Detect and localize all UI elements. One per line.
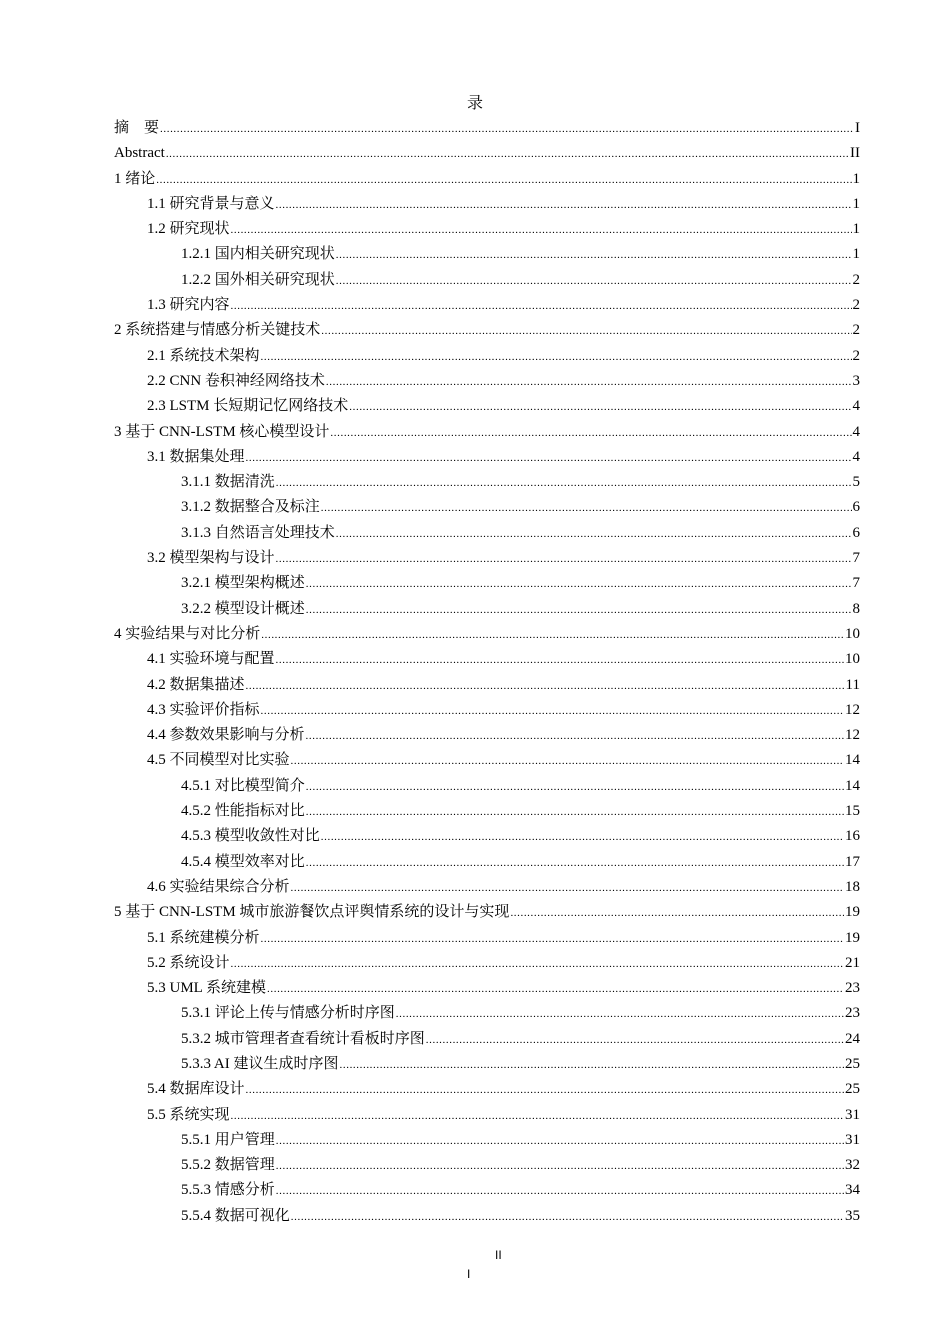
toc-entry-text: 4 实验结果与对比分析 xyxy=(114,625,261,642)
toc-entry-page-number: 24 xyxy=(845,1030,860,1047)
toc-entry-text: 4.5.2 性能指标对比 xyxy=(181,803,305,820)
toc-entry-page-number: 14 xyxy=(845,777,860,794)
toc-dot-leader xyxy=(276,471,852,496)
toc-dot-leader xyxy=(276,193,852,218)
toc-dot-leader xyxy=(261,623,844,648)
toc-entry[interactable] xyxy=(0,1077,950,1102)
toc-entry-page-number: 19 xyxy=(845,904,860,921)
toc-entry[interactable] xyxy=(0,293,950,318)
toc-entry[interactable] xyxy=(0,318,950,343)
toc-entry-page-number: 4 xyxy=(852,423,860,440)
toc-entry-page-number: 1 xyxy=(852,246,860,263)
toc-entry-text: 1.1 研究背景与意义 xyxy=(147,195,275,212)
toc-entry[interactable] xyxy=(0,647,950,672)
toc-entry-page-number: II xyxy=(850,145,860,162)
toc-title: 录 xyxy=(466,95,483,112)
toc-entry-text: 5.5.2 数据管理 xyxy=(181,1157,275,1174)
toc-dot-leader xyxy=(160,117,854,142)
toc-entry-text: 5.5.4 数据可视化 xyxy=(181,1207,290,1224)
toc-entry[interactable] xyxy=(0,1052,950,1077)
toc-dot-leader xyxy=(276,1129,844,1154)
toc-entry[interactable] xyxy=(0,217,950,242)
toc-dot-leader xyxy=(231,1104,844,1129)
toc-entry-page-number: 35 xyxy=(845,1207,860,1224)
toc-entry[interactable] xyxy=(0,597,950,622)
toc-entry[interactable] xyxy=(0,420,950,445)
toc-entry[interactable] xyxy=(0,1204,950,1229)
toc-entry-text: 摘 要 xyxy=(114,120,160,136)
toc-dot-leader xyxy=(276,1179,844,1204)
toc-entry-page-number: 14 xyxy=(845,752,860,769)
toc-entry[interactable] xyxy=(0,394,950,419)
toc-entry-page-number: 23 xyxy=(845,1005,860,1022)
toc-entry-text: 3.1.3 自然语言处理技术 xyxy=(181,524,335,541)
toc-entry[interactable] xyxy=(0,723,950,748)
toc-entry[interactable] xyxy=(0,1128,950,1153)
toc-entry-text: 4.4 参数效果影响与分析 xyxy=(147,727,305,744)
toc-entry-page-number: 2 xyxy=(852,347,860,364)
toc-entry[interactable] xyxy=(0,470,950,495)
toc-entry-page-number: 31 xyxy=(845,1131,860,1148)
toc-dot-leader xyxy=(396,1002,844,1027)
toc-entry[interactable] xyxy=(0,141,950,166)
toc-entry-page-number: 1 xyxy=(852,195,860,212)
toc-dot-leader xyxy=(349,395,851,420)
toc-dot-leader xyxy=(276,547,852,572)
toc-entry[interactable] xyxy=(0,167,950,192)
toc-dot-leader xyxy=(231,294,852,319)
toc-dot-leader xyxy=(261,927,844,952)
toc-entry[interactable] xyxy=(0,242,950,267)
toc-entry-text: 1 绪论 xyxy=(114,170,156,187)
toc-entry[interactable] xyxy=(0,116,950,141)
toc-dot-leader xyxy=(306,800,844,825)
toc-entry-page-number: 19 xyxy=(845,929,860,946)
toc-entry[interactable] xyxy=(0,546,950,571)
toc-entry-page-number: 5 xyxy=(852,474,860,491)
toc-dot-leader xyxy=(306,851,844,876)
toc-entry-page-number: 18 xyxy=(845,878,860,895)
toc-entry[interactable] xyxy=(0,268,950,293)
toc-dot-leader xyxy=(330,421,851,446)
toc-entry-page-number: 2 xyxy=(852,297,860,314)
toc-entry-text: 1.2.1 国内相关研究现状 xyxy=(181,246,335,263)
toc-dot-leader xyxy=(291,1205,844,1230)
toc-entry[interactable] xyxy=(0,748,950,773)
toc-dot-leader xyxy=(306,775,844,800)
toc-entry-text: 3.2 模型架构与设计 xyxy=(147,550,275,567)
toc-entry-page-number: 17 xyxy=(845,853,860,870)
toc-entry-page-number: 31 xyxy=(845,1106,860,1123)
toc-entry[interactable] xyxy=(0,976,950,1001)
toc-entry[interactable] xyxy=(0,926,950,951)
toc-dot-leader xyxy=(231,952,844,977)
toc-entry[interactable] xyxy=(0,369,950,394)
toc-entry[interactable] xyxy=(0,774,950,799)
toc-entry[interactable] xyxy=(0,698,950,723)
toc-entry[interactable] xyxy=(0,951,950,976)
toc-entry-text: 5.3 UML 系统建模 xyxy=(147,980,267,997)
toc-dot-leader xyxy=(276,648,844,673)
toc-entry-page-number: 32 xyxy=(845,1157,860,1174)
toc-entry[interactable] xyxy=(0,1001,950,1026)
toc-entry-text: 3.1 数据集处理 xyxy=(147,448,245,465)
toc-dot-leader xyxy=(267,977,844,1002)
toc-entry-page-number: 4 xyxy=(852,448,860,465)
toc-dot-leader xyxy=(321,319,851,344)
toc-entry-text: 3.2.2 模型设计概述 xyxy=(181,600,305,617)
toc-entry-text: 3 基于 CNN-LSTM 核心模型设计 xyxy=(114,423,330,440)
toc-entry[interactable] xyxy=(0,1178,950,1203)
toc-dot-leader xyxy=(321,496,852,521)
toc-entry-text: 4.2 数据集描述 xyxy=(147,676,245,693)
toc-entry-page-number: 7 xyxy=(852,575,860,592)
toc-dot-leader xyxy=(340,1053,844,1078)
toc-entry-text: 5.3.3 AI 建议生成时序图 xyxy=(181,1055,339,1072)
toc-entry-page-number: 23 xyxy=(845,980,860,997)
toc-entry-page-number: 12 xyxy=(845,701,860,718)
toc-entry-page-number: 2 xyxy=(852,322,860,339)
toc-dot-leader xyxy=(246,1078,844,1103)
toc-entry-text: 2.1 系统技术架构 xyxy=(147,347,260,364)
toc-entry-text: 4.1 实验环境与配置 xyxy=(147,651,275,668)
toc-entry-text: Abstract xyxy=(114,145,165,162)
toc-entry-page-number: 11 xyxy=(845,676,860,693)
toc-entry-text: 4.5 不同模型对比实验 xyxy=(147,752,290,769)
toc-entry-text: 4.3 实验评价指标 xyxy=(147,701,260,718)
toc-entry-page-number: 6 xyxy=(852,499,860,516)
toc-entry[interactable] xyxy=(0,1027,950,1052)
toc-entry-page-number: 7 xyxy=(852,550,860,567)
toc-dot-leader xyxy=(306,724,844,749)
toc-entry-text: 5.5 系统实现 xyxy=(147,1106,230,1123)
toc-entry[interactable] xyxy=(0,1103,950,1128)
toc-entry[interactable] xyxy=(0,192,950,217)
toc-entry-page-number: 6 xyxy=(852,524,860,541)
table-of-contents xyxy=(0,116,950,1229)
toc-entry-text: 4.5.4 模型效率对比 xyxy=(181,853,305,870)
toc-entry[interactable] xyxy=(0,1153,950,1178)
toc-entry[interactable] xyxy=(0,521,950,546)
toc-entry[interactable] xyxy=(0,571,950,596)
toc-dot-leader xyxy=(166,142,849,167)
toc-entry-page-number: 1 xyxy=(852,221,860,238)
toc-entry-page-number: 15 xyxy=(845,803,860,820)
toc-entry-text: 1.2 研究现状 xyxy=(147,221,230,238)
toc-dot-leader xyxy=(156,168,851,193)
toc-entry-page-number: 3 xyxy=(852,372,860,389)
toc-entry-text: 5.4 数据库设计 xyxy=(147,1081,245,1098)
toc-entry-text: 1.2.2 国外相关研究现状 xyxy=(181,271,335,288)
toc-entry[interactable] xyxy=(0,495,950,520)
toc-entry[interactable] xyxy=(0,799,950,824)
toc-entry-page-number: 8 xyxy=(852,600,860,617)
toc-entry-text: 2.2 CNN 卷积神经网络技术 xyxy=(147,372,325,389)
toc-entry-text: 5.2 系统设计 xyxy=(147,954,230,971)
toc-entry[interactable] xyxy=(0,824,950,849)
toc-entry-text: 5.5.3 情感分析 xyxy=(181,1182,275,1199)
toc-entry[interactable] xyxy=(0,673,950,698)
toc-entry-page-number: 10 xyxy=(845,651,860,668)
toc-entry-text: 4.5.3 模型收敛性对比 xyxy=(181,828,320,845)
toc-entry-page-number: 1 xyxy=(852,170,860,187)
toc-entry-page-number: 34 xyxy=(845,1182,860,1199)
toc-entry[interactable] xyxy=(0,344,950,369)
footer-page-number-lower: I xyxy=(467,1267,471,1281)
toc-dot-leader xyxy=(246,674,845,699)
toc-entry-text: 5 基于 CNN-LSTM 城市旅游餐饮点评舆情系统的设计与实现 xyxy=(114,904,510,921)
toc-entry-text: 5.5.1 用户管理 xyxy=(181,1131,275,1148)
toc-entry-text: 5.1 系统建模分析 xyxy=(147,929,260,946)
toc-entry-text: 3.1.2 数据整合及标注 xyxy=(181,499,320,516)
toc-dot-leader xyxy=(321,825,844,850)
toc-dot-leader xyxy=(261,345,852,370)
toc-dot-leader xyxy=(326,370,852,395)
toc-entry[interactable] xyxy=(0,445,950,470)
toc-entry-page-number: 21 xyxy=(845,954,860,971)
toc-dot-leader xyxy=(336,243,852,268)
toc-entry-page-number: 2 xyxy=(852,271,860,288)
toc-entry-text: 5.3.1 评论上传与情感分析时序图 xyxy=(181,1005,395,1022)
toc-dot-leader xyxy=(336,269,852,294)
toc-entry-text: 4.6 实验结果综合分析 xyxy=(147,878,290,895)
toc-dot-leader xyxy=(261,699,844,724)
toc-entry-text: 3.2.1 模型架构概述 xyxy=(181,575,305,592)
toc-entry-page-number: 16 xyxy=(845,828,860,845)
footer-page-number-upper: II xyxy=(495,1248,502,1262)
toc-entry-text: 4.5.1 对比模型简介 xyxy=(181,777,305,794)
toc-entry[interactable] xyxy=(0,850,950,875)
toc-entry-page-number: 25 xyxy=(845,1055,860,1072)
toc-dot-leader xyxy=(306,598,852,623)
toc-entry-page-number: 4 xyxy=(852,398,860,415)
toc-dot-leader xyxy=(336,522,852,547)
toc-dot-leader xyxy=(291,876,844,901)
toc-entry-text: 2.3 LSTM 长短期记忆网络技术 xyxy=(147,398,349,415)
toc-entry-text: 1.3 研究内容 xyxy=(147,297,230,314)
toc-dot-leader xyxy=(510,901,844,926)
toc-entry-page-number: I xyxy=(855,120,860,136)
toc-entry-text: 3.1.1 数据清洗 xyxy=(181,474,275,491)
toc-entry[interactable] xyxy=(0,900,950,925)
toc-dot-leader xyxy=(306,572,852,597)
toc-dot-leader xyxy=(426,1028,844,1053)
toc-entry[interactable] xyxy=(0,875,950,900)
toc-dot-leader xyxy=(231,218,852,243)
toc-entry-text: 2 系统搭建与情感分析关键技术 xyxy=(114,322,321,339)
toc-entry-page-number: 25 xyxy=(845,1081,860,1098)
toc-dot-leader xyxy=(246,446,852,471)
toc-dot-leader xyxy=(276,1154,844,1179)
toc-entry-page-number: 12 xyxy=(845,727,860,744)
toc-entry[interactable] xyxy=(0,622,950,647)
toc-dot-leader xyxy=(291,749,844,774)
toc-entry-text: 5.3.2 城市管理者查看统计看板时序图 xyxy=(181,1030,425,1047)
toc-entry-page-number: 10 xyxy=(845,625,860,642)
